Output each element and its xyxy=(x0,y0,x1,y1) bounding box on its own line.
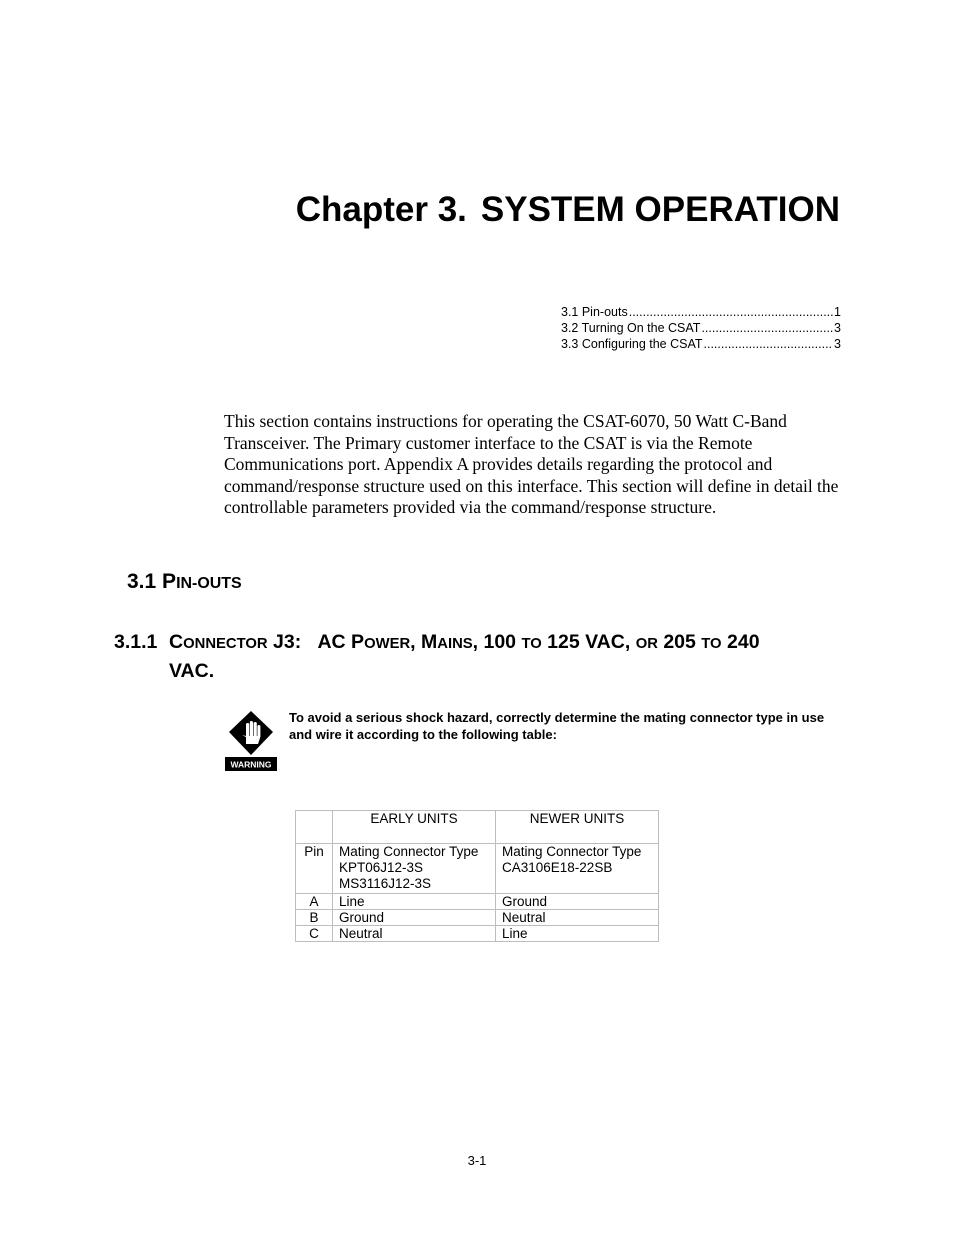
table-cell: A xyxy=(296,894,333,910)
connector-table xyxy=(295,810,659,942)
toc-item-page: 3 xyxy=(834,337,841,351)
warning-label: WARNING xyxy=(230,759,272,770)
toc-item-page: 1 xyxy=(834,305,841,319)
table-cell: Ground xyxy=(333,910,496,926)
page-number: 3-1 xyxy=(467,1153,487,1168)
toc-item-label: 3.2 Turning On the CSAT xyxy=(561,321,701,335)
toc-item[interactable] xyxy=(561,336,841,352)
heading-text: , 100 xyxy=(472,631,522,653)
heading-text: 240 xyxy=(721,631,760,653)
heading-text: C xyxy=(169,631,184,653)
toc-item[interactable] xyxy=(561,320,841,336)
heading-text: OR xyxy=(635,636,658,652)
table-header-row xyxy=(296,811,659,844)
table-of-contents xyxy=(561,304,841,352)
table-row xyxy=(296,910,659,926)
heading-text: , M xyxy=(410,631,438,653)
table-cell: Line xyxy=(333,894,496,910)
section-number: 3.1 xyxy=(127,570,157,593)
cell-line: Mating Connector Type xyxy=(339,844,479,859)
heading-text: AINS xyxy=(437,636,473,652)
toc-item-label: 3.1 Pin-outs xyxy=(561,305,628,319)
table-row xyxy=(296,926,659,942)
table-cell: C xyxy=(296,926,333,942)
section-heading xyxy=(127,570,242,594)
section-title-cap: P xyxy=(162,570,177,593)
table-cell: Pin xyxy=(296,844,333,894)
heading-text: ONNECTOR xyxy=(183,636,268,652)
cell-line: Mating Connector Type xyxy=(502,844,642,859)
intro-paragraph: This section contains instructions for operating the CSAT-6070, 50 Watt C-Band Transceiver. The Primary customer interface to the CSAT is via the Remote Communications port. Appendix A provides details regarding the protocol and command/response structure used on this interface. This section will define in detail the controllable parameters provided via the command/response structure. xyxy=(224,411,839,517)
warning-hand-icon xyxy=(224,710,278,772)
toc-item-page: 3 xyxy=(834,321,841,335)
heading-text: 125 VAC, xyxy=(541,631,636,653)
heading-text: 205 xyxy=(657,631,702,653)
toc-leader-dots xyxy=(701,320,833,336)
table-row xyxy=(296,844,659,894)
table-header-cell xyxy=(296,811,333,844)
table-cell: B xyxy=(296,910,333,926)
table-cell: Neutral xyxy=(496,910,659,926)
section-title-smallcaps: IN-OUTS xyxy=(176,575,242,592)
chapter-title xyxy=(0,190,840,230)
table-row xyxy=(296,894,659,910)
heading-text: TO xyxy=(701,636,722,652)
table-cell: Ground xyxy=(496,894,659,910)
toc-item[interactable] xyxy=(561,304,841,320)
subsection-heading-line2: VAC. xyxy=(169,660,215,682)
table-header-cell: NEWER UNITS xyxy=(496,811,659,844)
cell-line: KPT06J12-3S xyxy=(339,860,424,875)
table-cell xyxy=(333,844,496,894)
subsection-number: 3.1.1 xyxy=(114,631,158,653)
table-header-cell: EARLY UNITS xyxy=(333,811,496,844)
chapter-number: Chapter 3. xyxy=(295,190,467,229)
heading-text: TO xyxy=(521,636,542,652)
cell-line: CA3106E18-22SB xyxy=(502,860,613,875)
table-cell: Line xyxy=(496,926,659,942)
toc-leader-dots xyxy=(629,304,833,320)
heading-text: AC P xyxy=(317,631,365,653)
table-cell xyxy=(496,844,659,894)
toc-item-label: 3.3 Configuring the CSAT xyxy=(561,337,703,351)
table-cell: Neutral xyxy=(333,926,496,942)
warning-text: To avoid a serious shock hazard, correctly determine the mating connector type in use and wire it according to the following table: xyxy=(289,710,825,742)
cell-line: MS3116J12-3S xyxy=(339,876,432,891)
subsection-heading-line1 xyxy=(114,629,854,658)
subsection-heading xyxy=(114,629,854,685)
heading-text: OWER xyxy=(364,636,411,652)
chapter-name: SYSTEM OPERATION xyxy=(480,190,840,229)
toc-leader-dots xyxy=(704,336,834,352)
heading-text: J3: xyxy=(267,631,302,653)
